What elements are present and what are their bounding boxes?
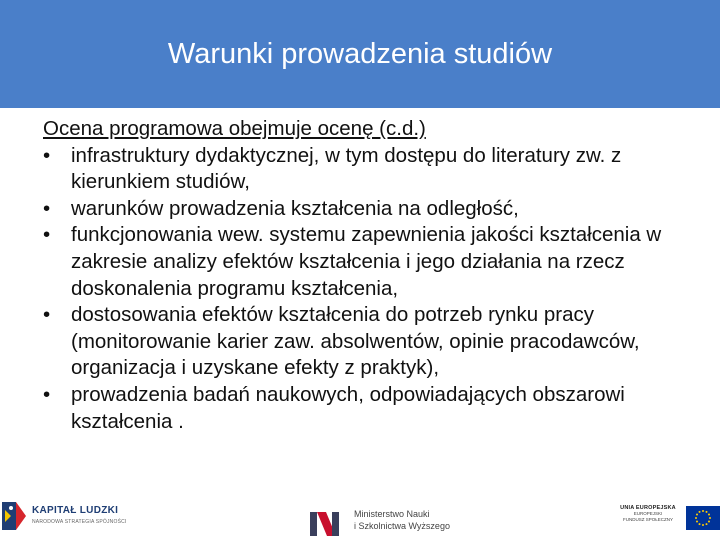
bullet-text: warunków prowadzenia kształcenia na odległość, — [71, 196, 519, 220]
bullet-text: prowadzenia badań naukowych, odpowiadających obszarowi kształcenia . — [71, 382, 625, 433]
bullet-text: infrastruktury dydaktycznej, w tym dostępu do literatury zw. z kierunkiem studiów, — [71, 143, 622, 194]
bullet-item — [43, 222, 683, 302]
ministry-line-1: Ministerstwo Nauki — [354, 509, 430, 519]
eu-line-2: EUROPEJSKI — [633, 511, 663, 516]
bullet-item — [43, 196, 683, 223]
bullet-text: funkcjonowania wew. systemu zapewnienia jakości kształcenia w zakresie analizy efektów kształcenia i jego działania na rzecz doskonalenia programu kształcenia, — [71, 223, 662, 300]
ministry-line-2: i Szkolnictwa Wyższego — [354, 521, 450, 531]
eu-line-3: FUNDUSZ SPOŁECZNY — [622, 517, 673, 522]
bullet-dot: • — [43, 382, 51, 406]
lead-line: Ocena programowa obejmuje ocenę (c.d.) — [43, 117, 426, 140]
bullet-item — [43, 143, 683, 196]
bullet-dot: • — [43, 223, 51, 247]
bullet-text: dostosowania efektów kształcenia do potrzeb rynku pracy (monitorowanie karier zaw. absolwentów, opinie pracodawców, organizacja i uzyskane efekty z praktyk), — [71, 303, 640, 380]
bullet-dot: • — [43, 303, 51, 327]
kapital-ludzki-title: KAPITAŁ LUDZKI — [32, 505, 119, 516]
eu-line-1: UNIA EUROPEJSKA — [620, 505, 676, 511]
logo-footer — [0, 490, 720, 540]
slide-header — [0, 0, 720, 108]
ministry-icon — [308, 508, 348, 538]
kapital-ludzki-logo — [2, 492, 152, 538]
bullet-dot: • — [43, 196, 51, 220]
kapital-ludzki-subtitle: NARODOWA STRATEGIA SPÓJNOŚCI — [32, 519, 127, 525]
ministry-logo — [308, 506, 458, 540]
bullet-item — [43, 302, 683, 382]
bullet-list — [43, 143, 683, 436]
bullet-dot: • — [43, 143, 51, 167]
kapital-ludzki-icon — [2, 496, 26, 536]
slide-title: Warunki prowadzenia studiów — [167, 37, 553, 70]
slide-body — [43, 116, 683, 435]
bullet-item — [43, 382, 683, 435]
eu-logo — [614, 498, 718, 538]
eu-text — [614, 505, 682, 523]
eu-flag-icon — [686, 506, 720, 530]
ministry-name — [354, 508, 450, 532]
